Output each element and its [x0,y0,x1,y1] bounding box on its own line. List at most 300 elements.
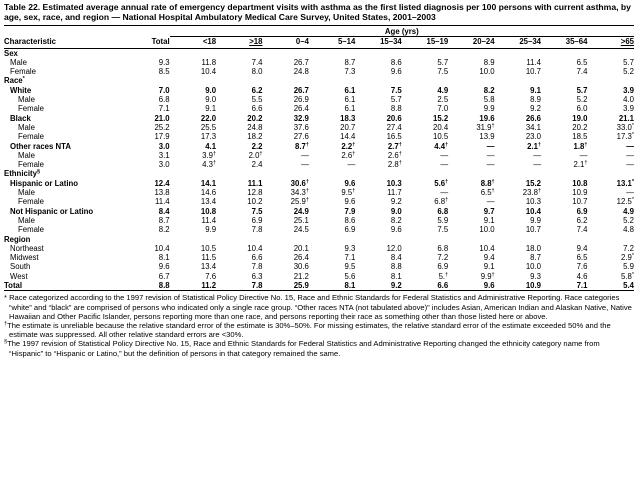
table-cell: 3.9 [623,85,634,95]
table-cell: 6.9 [576,206,588,216]
table-cell: 9.6 [390,67,402,77]
table-cell: 10.7 [525,225,542,235]
row-label: Female [18,197,44,207]
table-cell: 30.6† [290,178,309,188]
table-cell: 7.5 [437,67,449,77]
table-cell: 5.4 [587,281,634,291]
table-cell: — [486,160,495,170]
table-cell: 24.8 [247,122,263,132]
table-cell: 9.2 [530,104,542,114]
table-cell: 9.6 [158,262,170,272]
table-cell: 5.6 [344,271,356,281]
table-body [4,48,634,291]
table-cell: 6.9 [437,262,449,272]
table-cell: 9.5† [341,188,356,198]
table-cell: 24.8 [293,67,309,77]
table-row [4,272,634,281]
table-cell: 37.6 [293,122,309,132]
column-header: 35–64 [541,37,587,48]
row-label: West [10,271,28,281]
table-cell: 6.2 [576,215,588,225]
table-cell: 25.9 [262,281,308,291]
table-cell: 10.4 [200,67,217,77]
row-label: Ethnicity§ [4,169,40,179]
table-cell: 26.6 [525,113,542,123]
table-cell: 8.4 [390,253,402,263]
table-cell: 18.3 [340,113,356,123]
table-cell: 5.5 [251,95,263,105]
table-cell: — [486,141,495,151]
table-cell: 7.3 [344,67,356,77]
table-cell: 9.3 [344,243,356,253]
table-cell: 2.4 [251,160,263,170]
table-cell: 6.9 [251,215,263,225]
table-cell: 20.6 [386,113,402,123]
footnote: †The estimate is unreliable because the relative standard error of the estimate is 30%–50%. For missing estimates, the relative standard error of the estimate exceeded 50% and the estimate was suppressed. All other relative standard errors are <30%. [4,320,611,340]
row-label: Male [18,150,35,160]
table-cell: 3.1 [158,150,170,160]
table-cell: 34.3† [290,188,309,198]
table-cell: 8.8 [390,262,402,272]
table-cell: 9.5 [344,262,356,272]
table-cell: 6.1 [344,95,356,105]
row-label: Male [18,188,35,198]
table-cell: 11.8 [201,57,217,67]
table-cell: 10.5 [432,132,449,142]
table-cell: 9.4 [576,243,588,253]
table-row [4,244,634,253]
table-cell: 2.7† [387,141,402,151]
table-cell: 6.6 [402,281,448,291]
table-cell: 8.1 [390,271,402,281]
table-cell: 7.2 [623,243,634,253]
table-cell: 7.1 [541,281,587,291]
table-cell: 2.9* [621,253,634,263]
table-cell: 14.6 [200,188,217,198]
table-row [4,58,634,67]
table-cell: 24.9 [293,206,309,216]
table-cell: 8.8† [480,178,495,188]
table-cell: 4.1 [205,141,217,151]
table-cell: 10.4 [247,243,263,253]
row-label: Female [18,104,44,114]
table-cell: 7.0 [158,85,170,95]
table-cell: 7.5 [251,206,263,216]
table-cell: 9.2 [390,197,402,207]
row-label: Female [10,67,36,77]
column-header-row [4,37,634,48]
table-cell: 8.1 [309,281,355,291]
table-row [4,225,634,234]
table-cell: 2.0† [248,150,263,160]
table-cell: 2.5 [437,95,449,105]
table-cell: 6.8 [437,243,449,253]
table-cell: 6.3 [251,271,263,281]
table-cell: 9.9 [483,104,495,114]
table-cell: 10.4 [479,243,495,253]
table-cell: 6.0 [576,104,588,114]
table-row [4,197,634,206]
table-cell: 7.8 [251,262,263,272]
table-cell: 9.9 [530,215,542,225]
table-cell: — [626,188,634,198]
table-cell: 9.9† [480,271,495,281]
table-cell: 7.5 [437,225,449,235]
table-cell: 11.2 [170,281,216,291]
table-cell: 4.0 [623,95,634,105]
table-cell: 8.5 [158,67,170,77]
table-cell: 26.4 [293,104,309,114]
table-cell: 18.2 [247,132,263,142]
table-row [4,160,634,169]
table-cell: 6.8† [434,197,449,207]
table-cell: 13.4 [200,197,217,207]
table-cell: 6.1 [344,85,356,95]
table-cell: 2.1† [527,141,542,151]
table-row [4,207,634,216]
table-cell: 6.8 [437,206,449,216]
table-cell: — [579,150,588,160]
row-label: Race* [4,76,25,86]
table-cell: 5.2 [623,215,634,225]
table-cell: 20.7 [340,122,356,132]
table-cell: — [440,188,449,198]
table-cell: 10.4 [154,243,170,253]
table-cell: — [486,150,495,160]
age-header-row [4,26,634,37]
footnote: * Race categorized according to the 1997 revision of Statistical Policy Directive No. 15, Race and Ethnic Standards for Federal Statistics and Administrative Reporting. Race categories “white” and “black” are comprised of persons who indicated only a single race group. “Other races NTA (not tabulated above)” includes Asian, American Indian and Alaskan Native, Native Hawaiian and Other Pacific Islander, persons reporting more than one race, and persons reporting their race as something other than those listed here or above. [4,293,632,321]
table-cell: 16.5 [386,132,402,142]
table-cell: 1.8† [573,141,588,151]
table-cell: 9.1 [483,262,495,272]
table-cell: 7.4 [576,67,588,77]
column-header: Total [123,37,169,48]
table-cell: 13.8 [154,188,170,198]
row-label: Female [18,160,44,170]
table-cell: 27.4 [386,122,402,132]
table-cell: 5.9 [623,262,634,272]
table-row [4,188,634,197]
column-header: 15–19 [402,37,448,48]
table-row [4,142,634,151]
table-cell: 10.9 [572,188,588,198]
table-cell: 11.4 [201,215,217,225]
section-row [4,48,634,58]
table-row [4,123,634,132]
table-cell: 9.3 [530,271,542,281]
table-cell: 21.0 [154,113,170,123]
column-header: Characteristic [4,37,123,48]
table-cell: 25.9† [290,197,309,207]
table-cell: 9.0 [205,85,217,95]
table-row [4,114,634,123]
table-cell: 26.7 [293,85,309,95]
table-cell: 4.9 [437,85,449,95]
row-label: Total [4,281,123,291]
table-cell: 30.6 [293,262,309,272]
table-cell: 17.3* [616,132,634,142]
table-cell: 10.3 [525,197,542,207]
row-label: Midwest [10,253,39,263]
table-cell: 32.9 [293,113,309,123]
table-cell: 7.4 [251,57,263,67]
table-cell: 7.8 [251,225,263,235]
table-cell: 12.5* [616,197,634,207]
column-header: 5–14 [309,37,355,48]
table-cell: 5.7 [390,95,402,105]
table-cell: 9.6 [344,197,356,207]
table-cell: 8.7 [530,253,542,263]
section-row [4,76,634,85]
table-cell: 10.3 [386,178,402,188]
table-cell: 5.9 [437,215,449,225]
table-cell: — [301,150,309,160]
row-label: Male [18,122,35,132]
table-cell: 13.4 [200,262,217,272]
row-label: Hispanic or Latino [10,178,79,188]
table-cell: 5.8 [483,95,495,105]
column-header: >65 [587,37,634,48]
table-cell: 7.2 [437,253,449,263]
table-cell: 12.0 [386,243,402,253]
table-cell: 7.1 [158,104,170,114]
row-label: Black [10,113,31,123]
table-cell: 9.0 [390,206,402,216]
table-cell: 9.1 [205,104,217,114]
table-cell: 8.4 [158,206,170,216]
table-cell: 5.8* [621,271,634,281]
table-cell: 23.8† [522,188,542,198]
footnote: §The 1997 revision of Statistical Policy Directive No. 15, Race and Ethnic Standards for Federal Statistics and Administrative Reporting changed the ethnicity category name from “Hispanic” to “Hispanic or Latino,” but the definition of persons in that category remained the same. [4,339,600,358]
table-cell: 6.5 [576,253,588,263]
row-label: Northeast [10,243,44,253]
table-row [4,86,634,95]
table-cell: — [301,160,309,170]
table-cell: 13.1* [616,178,634,188]
table-cell: 7.6 [576,262,588,272]
table-row [4,104,634,113]
table-cell: 33.0* [616,122,634,132]
table-row [4,132,634,141]
table-cell: 8.2 [158,225,170,235]
table-cell: 2.6† [341,150,356,160]
column-header: 20–24 [448,37,494,48]
table-cell: 8.2 [390,215,402,225]
table-cell: 8.9 [530,95,542,105]
table-cell: 15.2 [432,113,449,123]
table-cell: 8.7 [158,215,170,225]
table-cell: 26.9 [293,95,309,105]
table-cell: 5.2 [576,95,588,105]
table-cell: — [533,160,542,170]
data-table [4,25,634,291]
table-cell: 25.1 [293,215,309,225]
total-row [4,281,634,291]
column-header: >18 [216,37,262,48]
table-cell: 9.3 [158,57,170,67]
table-cell: 2.6† [387,150,402,160]
table-cell: 9.6 [448,281,494,291]
row-label: Female [18,225,44,235]
section-row [4,235,634,244]
table-cell: 10.7 [525,67,542,77]
table-cell: 18.5 [572,132,588,142]
table-cell: 11.7 [387,188,402,198]
table-cell: 9.1 [530,85,542,95]
table-cell: 11.4 [526,57,542,67]
table-cell: 9.2 [355,281,401,291]
table-title: Table 22. Estimated average annual rate of emergency department visits with asthma as the first listed diagnosis per 100 persons with current asthma, by age, sex, race, and region — National Hospital Ambulatory Medical Care Survey, United States, 2001–2003 [4,2,631,22]
table-cell: 4.3† [202,160,217,170]
table-cell: 6.8 [158,95,170,105]
table-row [4,151,634,160]
table-cell: 10.4 [525,206,542,216]
table-cell: 4.9 [623,206,634,216]
table-cell: 5.2 [623,67,634,77]
table-cell: 20.2 [572,122,588,132]
table-cell: 17.9 [154,132,170,142]
table-cell: 9.4 [483,253,495,263]
table-cell: 27.6 [293,132,309,142]
table-cell: 13.9 [479,132,495,142]
table-cell: 8.7 [344,57,356,67]
table-cell: 26.7 [293,57,309,67]
table-row [4,216,634,225]
table-cell: 8.7† [295,141,309,151]
table-cell: 6.6 [251,104,263,114]
table-cell: 7.6 [205,271,217,281]
table-cell: 7.9 [344,206,356,216]
table-cell: 26.4 [293,253,309,263]
table-cell: 8.8 [390,104,402,114]
table-row [4,262,634,271]
table-cell: 24.5 [293,225,309,235]
table-cell: 22.0 [200,113,217,123]
table-cell: 7.4 [576,225,588,235]
table-cell: 19.6 [479,113,495,123]
section-row [4,169,634,178]
table-cell: 8.6 [390,57,402,67]
table-cell: — [626,141,634,151]
table-cell: — [440,160,449,170]
table-cell: 10.0 [479,225,495,235]
table-cell: — [626,160,634,170]
table-cell: 2.1† [573,160,588,170]
table-cell: 25.2 [154,122,170,132]
table-cell: 8.6 [344,215,356,225]
column-header: 15–34 [355,37,401,48]
table-row [4,253,634,262]
table-cell: 8.0 [251,67,263,77]
table-cell: 2.2† [341,141,356,151]
table-cell: 10.0 [479,67,495,77]
table-cell: 9.1 [483,215,495,225]
table-cell: 20.4 [432,122,449,132]
table-cell: 5.7 [623,57,634,67]
table-cell: 6.7 [158,271,170,281]
table-cell: 19.0 [572,113,588,123]
table-cell: 5.7 [576,85,588,95]
row-label: Not Hispanic or Latino [10,206,94,216]
table-row [4,67,634,76]
table-cell: 6.2 [251,85,263,95]
table-cell: — [347,160,356,170]
table-cell: 4.8 [623,225,634,235]
table-cell: 7.1 [344,253,356,263]
table-cell: 10.7 [572,197,588,207]
row-label: Male [10,57,27,67]
table-cell: 25.5 [200,122,217,132]
row-label: Male [18,215,35,225]
footnotes [4,293,634,357]
table-cell: 2.8† [387,160,402,170]
table-cell: 5.7 [437,57,449,67]
table-cell: 9.9 [205,225,217,235]
table-cell: — [440,150,449,160]
table-cell: 20.1 [293,243,309,253]
table-cell: 12.8 [247,188,263,198]
table-cell: 7.5 [390,85,402,95]
table-cell: 6.1 [344,104,356,114]
table-cell: 6.6 [251,253,263,263]
column-header: 25–34 [495,37,541,48]
table-cell: 14.1 [200,178,217,188]
table-cell: 15.2 [525,178,542,188]
table-cell: 5.6† [434,178,449,188]
table-cell: 3.0 [158,160,170,170]
table-cell: 11.4 [155,197,170,207]
row-label: South [10,262,31,272]
table-cell: 23.0 [525,132,542,142]
table-cell: 20.2 [247,113,263,123]
table-cell: 11.1 [247,178,263,188]
table-cell: 7.8 [216,281,262,291]
table-cell: 5.† [438,271,449,281]
table-cell: 11.5 [201,253,217,263]
table-cell: 12.4 [154,178,170,188]
age-header: Age (yrs) [170,26,634,37]
table-cell: 8.8 [123,281,169,291]
table-cell: 9.6 [344,178,356,188]
row-label: White [10,85,32,95]
table-cell: — [626,150,634,160]
row-label: Female [18,132,44,142]
table-cell: 9.6 [390,225,402,235]
table-cell: 34.1 [525,122,542,132]
table-cell: 6.9 [344,225,356,235]
column-header: 0–4 [262,37,308,48]
table-cell: 6.5 [576,57,588,67]
table-cell: 10.9 [495,281,541,291]
column-header: <18 [170,37,216,48]
table-row [4,95,634,104]
row-label: Sex [4,48,18,58]
table-cell: 18.0 [525,243,542,253]
table-cell: — [533,150,542,160]
table-cell: 8.1 [158,253,170,263]
table-row [4,179,634,188]
table-cell: 10.8 [200,206,217,216]
table-cell: 4.6 [576,271,588,281]
table-cell: 2.2 [251,141,263,151]
table-cell: 3.9 [623,104,634,114]
table-cell: 10.2 [247,197,263,207]
table-cell: 21.2 [293,271,309,281]
table-cell: 3.9† [202,150,217,160]
table-cell: 8.9 [483,57,495,67]
table-cell: 6.5† [480,188,495,198]
table-cell: 7.0 [437,104,449,114]
